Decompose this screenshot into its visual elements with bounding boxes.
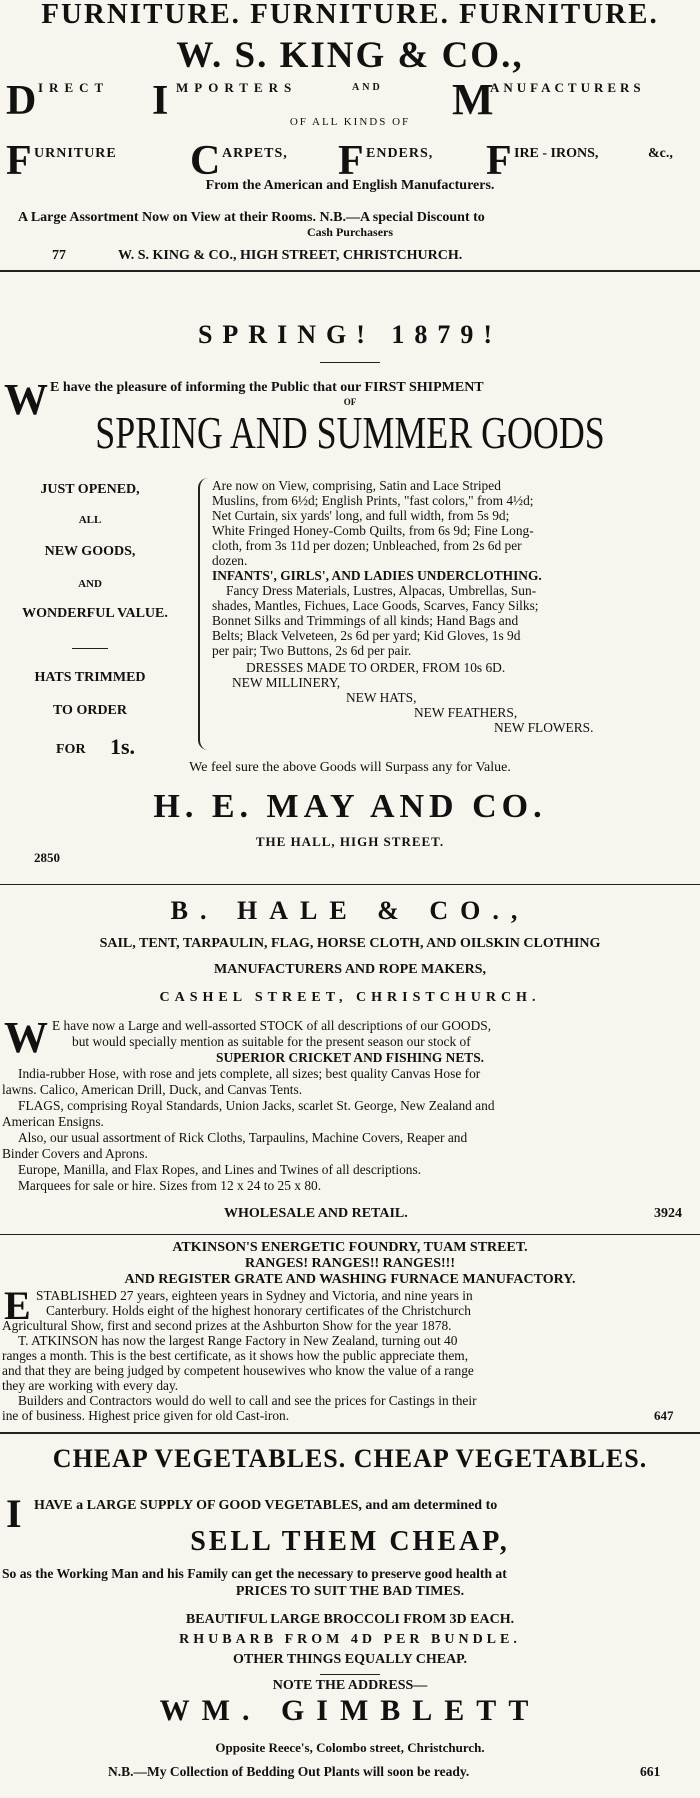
hale-body-line: but would specially mention as suitable for the present season our stock of [72,1034,471,1049]
gimblett-address: Opposite Reece's, Colombo street, Christchurch. [215,1740,485,1755]
gimblett-intro: HAVE a LARGE SUPPLY OF GOOD VEGETABLES, and am determined to [34,1498,498,1513]
king-dropcap-c: C [190,138,221,184]
atkinson-ref: 647 [654,1408,674,1423]
may-intro: E have the pleasure of informing the Public that our FIRST SHIPMENT [50,380,484,395]
divider-3 [0,1234,700,1235]
atkinson-body-line: STABLISHED 27 years, eighteen years in Sydney and Victoria, and nine years in [36,1288,473,1303]
may-company: H. E. MAY AND CO. [153,788,547,825]
may-right-line: per pair; Two Buttons, 2s 6d per pair. [212,643,412,658]
may-right-line: DRESSES MADE TO ORDER, FROM 10s 6D. [246,660,506,675]
hale-line2: MANUFACTURERS AND ROPE MAKERS, [214,962,486,977]
hale-body-line: E have now a Large and well-assorted STOCK of all descriptions of our GOODS, [52,1018,492,1033]
gimblett-line2: PRICES TO SUIT THE BAD TIMES. [235,1584,465,1599]
hale-body-line: FLAGS, comprising Royal Standards, Union Jacks, scarlet St. George, New Zealand and [18,1098,495,1113]
gimblett-rule [320,1674,380,1675]
king-tag-manufacturers: ANUFACTURERS [490,80,645,95]
king-goods-carpets: ARPETS, [222,146,288,161]
may-left-price: 1s. [110,734,136,759]
hale-body-line: Marquees for sale or hire. Sizes from 12 x 24 to 25 x 80. [18,1178,322,1193]
king-dropcap-f3: F [486,138,512,184]
king-dropcap-f2: F [338,138,364,184]
king-ref: 77 [52,248,66,263]
atkinson-body-line: ine of business. Highest price given for old Cast-iron. [2,1408,290,1423]
atkinson-head2: RANGES! RANGES!! RANGES!!! [244,1256,455,1271]
may-left-to-order: TO ORDER [52,703,128,718]
may-right-line: Belts; Black Velveteen, 2s 6d per yard; Kid Gloves, 1s 9d [212,628,521,643]
king-from-line: From the American and English Manufacturers. [205,178,495,193]
hale-body-line: Europe, Manilla, and Flax Ropes, and Lines and Twines of all descriptions. [18,1162,422,1177]
king-dropcap-i: I [152,78,169,124]
atkinson-body-line: ranges a month. This is the best certificate, as it shows how the public appreciate them, [2,1348,469,1363]
atkinson-body-line: Builders and Contractors would do well to call and see the prices for Castings in their [18,1393,477,1408]
hale-body-line: India-rubber Hose, with rose and jets complete, all sizes; best quality Canvas Hose for [18,1066,481,1081]
atkinson-body-line: T. ATKINSON has now the largest Range Factory in New Zealand, turning out 40 [18,1333,458,1348]
atkinson-body-line: and that they are being judged by competent housewives who know the value of a range [2,1363,474,1378]
may-right-line: Fancy Dress Materials, Lustres, Alpacas, Umbrellas, Sun- [226,583,537,598]
king-headline: FURNITURE. FURNITURE. FURNITURE. [41,0,659,30]
may-left-wonderful-value: WONDERFUL VALUE. [22,606,168,621]
may-left-hats-trimmed: HATS TRIMMED [34,670,146,685]
may-title-rule [320,362,380,363]
king-dropcap-d: D [6,78,37,124]
hale-body-line: lawns. Calico, American Drill, Duck, and Canvas Tents. [2,1082,303,1097]
may-right-line: cloth, from 3s 11d per dozen; Unbleached, from 2s 6d per [212,538,522,553]
king-goods-fire-irons: IRE - IRONS, [514,146,599,161]
king-cash: Cash Purchasers [306,225,394,239]
gimblett-sell: SELL THEM CHEAP, [190,1526,510,1557]
hale-dropcap-w: W [4,1013,48,1062]
atkinson-head3: AND REGISTER GRATE AND WASHING FURNACE MANUFACTORY. [124,1272,576,1287]
hale-body-line: Also, our usual assortment of Rick Cloths, Tarpaulins, Machine Covers, Reaper and [18,1130,468,1145]
may-right-line: NEW FLOWERS. [494,720,594,735]
may-right-line: NEW FEATHERS, [414,705,518,720]
may-surpass: We feel sure the above Goods will Surpass any for Value. [189,760,511,775]
gimblett-ref: 661 [640,1764,661,1779]
gimblett-dropcap-i: I [6,1491,22,1536]
gimblett-name: WM. GIMBLETT [159,1694,541,1727]
divider-1 [0,270,700,272]
may-of: OF [343,397,357,407]
gimblett-line3: BEAUTIFUL LARGE BROCCOLI FROM 3D EACH. [185,1612,515,1627]
king-company: W. S. KING & CO., [176,35,524,76]
hale-body-line: Binder Covers and Aprons. [2,1146,148,1161]
divider-4 [0,1432,700,1434]
king-dropcap-m: M [452,75,494,124]
may-title: SPRING! 1879! [197,320,503,349]
may-left-for: FOR [56,742,86,757]
may-right-line: dozen. [212,553,248,568]
may-left-new-goods: NEW GOODS, [44,544,136,559]
king-dropcap-f1: F [6,138,32,184]
king-goods-etc: &c., [648,146,673,161]
may-right-line: NEW HATS, [346,690,417,705]
may-right-line: NEW MILLINERY, [232,675,341,690]
may-ref: 2850 [34,850,60,865]
may-right-line: INFANTS', GIRLS', AND LADIES UNDERCLOTHING. [212,568,542,583]
gimblett-line4: RHUBARB FROM 4D PER BUNDLE. [179,1632,521,1647]
atkinson-dropcap-e: E [4,1283,31,1328]
may-left-just-opened: JUST OPENED, [40,482,140,497]
gimblett-line1: So as the Working Man and his Family can get the necessary to preserve good health at [2,1566,507,1581]
atkinson-body-line: Canterbury. Holds eight of the highest honorary certificates of the Christchurch [46,1303,471,1318]
hale-ref: 3924 [654,1206,682,1221]
king-goods-fenders: ENDERS, [366,146,434,161]
hale-body-line: SUPERIOR CRICKET AND FISHING NETS. [216,1050,484,1065]
may-left-and: AND [78,578,102,590]
may-dropcap-w: W [4,375,48,424]
may-left-all: ALL [78,514,102,526]
may-heading: SPRING AND SUMMER GOODS [95,407,605,458]
hale-footer: WHOLESALE AND RETAIL. [224,1206,408,1221]
may-left-rule [72,648,108,649]
hale-line3: CASHEL STREET, CHRISTCHURCH. [159,990,541,1005]
may-brace [198,478,210,750]
may-right-line: Bonnet Silks and Trimmings of all kinds; Hand Bags and [212,613,519,628]
gimblett-line5: OTHER THINGS EQUALLY CHEAP. [233,1652,467,1667]
gimblett-note: NOTE THE ADDRESS— [272,1678,428,1693]
may-right-line: shades, Mantles, Fichues, Lace Goods, Scarves, Fancy Silks; [212,598,539,613]
atkinson-body-line: they are working with every day. [2,1378,179,1393]
divider-2 [0,884,700,885]
hale-line1: SAIL, TENT, TARPAULIN, FLAG, HORSE CLOTH, AND OILSKIN CLOTHING [99,936,601,951]
king-tag-importers: MPORTERS [176,80,298,95]
king-address: W. S. KING & CO., HIGH STREET, CHRISTCHURCH. [118,248,463,263]
atkinson-body-line: Agricultural Show, first and second prizes at the Ashburton Show for the year 1878. [2,1318,452,1333]
king-all-kinds: OF ALL KINDS OF [289,116,411,128]
king-goods-furniture: URNITURE [34,146,117,161]
gimblett-headline: CHEAP VEGETABLES. CHEAP VEGETABLES. [52,1444,648,1473]
may-right-line: Are now on View, comprising, Satin and Lace Striped [212,478,501,493]
atkinson-head1: ATKINSON'S ENERGETIC FOUNDRY, TUAM STREET. [172,1240,528,1255]
gimblett-nb: N.B.—My Collection of Bedding Out Plants will soon be ready. [108,1764,470,1779]
hale-company: B. HALE & CO., [170,896,530,925]
may-right-line: Muslins, from 6½d; English Prints, "fast colors," from 4½d; [212,493,534,508]
may-right-line: Net Curtain, six yards' long, and full width, from 5s 9d; [212,508,510,523]
hale-body-line: American Ensigns. [2,1114,104,1129]
may-address: THE HALL, HIGH STREET. [255,834,445,849]
king-assortment: A Large Assortment Now on View at their Rooms. N.B.—A special Discount to [18,210,485,225]
king-tag-and: AND [352,82,383,93]
may-right-line: White Fringed Honey-Comb Quilts, from 6s 9d; Fine Long- [212,523,534,538]
king-tag-direct: IRECT [38,80,110,95]
